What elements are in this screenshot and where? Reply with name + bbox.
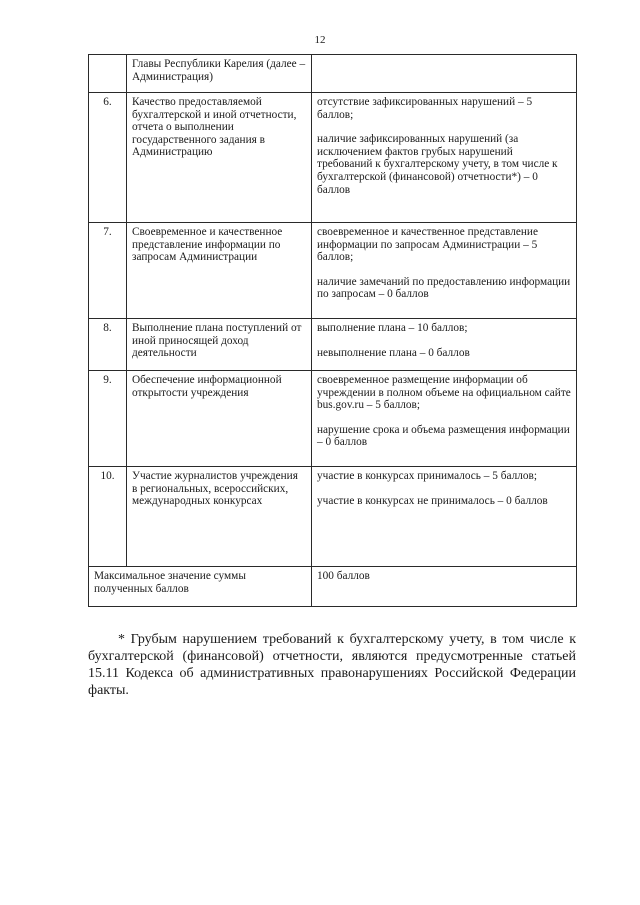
cell-criterion: Своевременное и качественное представление информации по запросам Администрации — [127, 223, 312, 319]
score-option: наличие замечаний по предоставлению информации по запросам – 0 баллов — [317, 275, 571, 301]
score-option: наличие зафиксированных нарушений (за исключением фактов грубых нарушений требований к бухгалтерскому учету, в том числе к бухгалтерской (финансовой) отчетности*) – 0 баллов — [317, 133, 558, 196]
cell-criterion: Участие журналистов учреждения в региональных, всероссийских, международных конкурсах — [127, 467, 312, 567]
cell-score — [312, 93, 577, 223]
table-row-total — [89, 567, 577, 607]
score-option: своевременное и качественное представление информации по запросам Администрации – 5 баллов; — [317, 226, 538, 264]
cell-criterion: Главы Республики Карелия (далее – Администрация) — [127, 55, 312, 93]
cell-number: 6. — [89, 93, 127, 223]
cell-number — [89, 55, 127, 93]
cell-criterion: Выполнение плана поступлений от иной приносящей доход деятельности — [127, 319, 312, 371]
table-row — [89, 223, 577, 319]
cell-criterion: Качество предоставляемой бухгалтерской и иной отчетности, отчета о выполнении государственного задания в Администрацию — [127, 93, 312, 223]
footnote — [88, 631, 576, 699]
cell-total-label: Максимальное значение суммы полученных баллов — [89, 567, 312, 607]
table-row-continued — [89, 55, 577, 93]
cell-total-value: 100 баллов — [312, 567, 577, 607]
cell-number: 9. — [89, 371, 127, 467]
score-option: отсутствие зафиксированных нарушений – 5 баллов; — [317, 96, 533, 121]
table-row — [89, 371, 577, 467]
cell-score — [312, 467, 577, 567]
cell-score — [312, 319, 577, 371]
score-option: выполнение плана – 10 баллов; — [317, 322, 468, 334]
score-option: своевременное размещение информации об учреждении в полном объеме на официальном сайте bus.gov.ru – 5 баллов; — [317, 374, 571, 412]
page-number: 12 — [314, 34, 326, 46]
score-option: невыполнение плана – 0 баллов — [317, 346, 470, 359]
table-row — [89, 319, 577, 371]
score-option: нарушение срока и объема размещения информации – 0 баллов — [317, 423, 570, 449]
table-row — [89, 93, 577, 223]
cell-number: 8. — [89, 319, 127, 371]
cell-number: 7. — [89, 223, 127, 319]
footnote-text: * Грубым нарушением требований к бухгалтерскому учету, в том числе к бухгалтерской (финансовой) отчетности, являются предусмотренные статьей 15.11 Кодекса об административных правонарушениях Российской Федерации факты. — [88, 632, 576, 698]
score-option: участие в конкурсах не принималось – 0 баллов — [317, 494, 548, 507]
cell-number: 10. — [89, 467, 127, 567]
cell-criterion: Обеспечение информационной открытости учреждения — [127, 371, 312, 467]
cell-score — [312, 371, 577, 467]
criteria-table — [88, 54, 577, 607]
cell-score — [312, 223, 577, 319]
cell-score — [312, 55, 577, 93]
table-row — [89, 467, 577, 567]
score-option: участие в конкурсах принималось – 5 баллов; — [317, 470, 537, 482]
